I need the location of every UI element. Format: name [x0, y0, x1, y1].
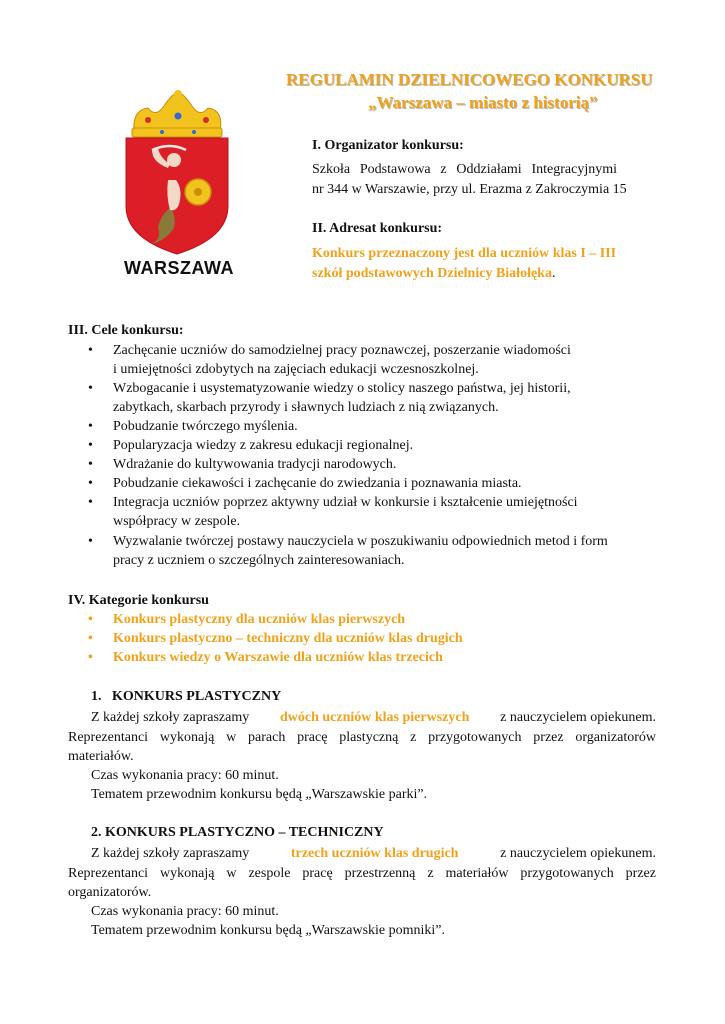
goal-item: Integracja uczniów poprzez aktywny udział w konkursie i kształcenie umiejętności [113, 495, 578, 510]
goal-bullet: • [88, 457, 93, 472]
contest-1-time: Czas wykonania pracy: 60 minut. [91, 768, 279, 783]
goal-item: współpracy w zespole. [113, 514, 241, 529]
goal-bullet: • [88, 534, 93, 549]
addressee-line-1: Konkurs przeznaczony jest dla uczniów klas I – III [312, 246, 617, 261]
goal-bullet: • [88, 438, 93, 453]
section-organizer-heading: I. Organizator konkursu: [312, 138, 464, 153]
goal-bullet: • [88, 419, 93, 434]
category-item: Konkurs plastyczny dla uczniów klas pierwszych [113, 612, 406, 627]
page-title: REGULAMIN DZIELNICOWEGO KONKURSU [286, 70, 653, 89]
goal-bullet: • [88, 495, 93, 510]
goal-item: Wdrażanie do kultywowania tradycji narodowych. [113, 457, 397, 472]
warsaw-coat-of-arms [112, 88, 242, 258]
addressee-line-2-text: szkół podstawowych Dzielnicy Białołęka [312, 266, 552, 281]
goal-item: Wyzwalanie twórczej postawy nauczyciela w poszukiwaniu odpowiednich metod i form [113, 534, 608, 549]
goal-item: Pobudzanie ciekawości i zachęcanie do zwiedzania i poznawania miasta. [113, 476, 522, 491]
goal-bullet: • [88, 381, 93, 396]
contest-2-invite-c: z nauczycielem opiekunem. [500, 846, 656, 861]
goal-item: pracy z uczniem o szczególnych zainteresowaniach. [113, 553, 405, 568]
goal-item: i umiejętności zdobytych na zajęciach edukacji wczesnoszkolnej. [113, 362, 479, 377]
contest-2-para-line-3: organizatorów. [68, 885, 152, 900]
contest-2-heading: 2. KONKURS PLASTYCZNO – TECHNICZNY [91, 825, 384, 840]
contest-1-para-line-2: Reprezentanci wykonają w parach pracę plastyczną z przygotowanych przez organizatorów [68, 730, 656, 745]
goal-bullet: • [88, 343, 93, 358]
contest-1-para-line-1 [91, 708, 656, 727]
contest-1-heading [91, 689, 281, 705]
contest-1-theme: Tematem przewodnim konkursu będą „Warszawskie parki”. [91, 787, 428, 802]
goal-item: Pobudzanie twórczego myślenia. [113, 419, 298, 434]
category-bullet: • [88, 650, 93, 665]
addressee-line-2-end: . [551, 266, 556, 281]
addressee-line-2 [312, 264, 555, 283]
goal-item: Popularyzacja wiedzy z zakresu edukacji regionalnej. [113, 438, 414, 453]
contest-1-title: KONKURS PLASTYCZNY [112, 689, 282, 704]
category-bullet: • [88, 612, 93, 627]
category-item: Konkurs wiedzy o Warszawie dla uczniów klas trzecich [113, 650, 443, 665]
category-bullet: • [88, 631, 93, 646]
contest-1-invite-highlight: dwóch uczniów klas pierwszych [279, 710, 470, 725]
logo-text: WARSZAWA [124, 258, 234, 278]
warsaw-crest-icon [112, 88, 242, 258]
contest-2-time: Czas wykonania pracy: 60 minut. [91, 904, 279, 919]
goal-item: Wzbogacanie i usystematyzowanie wiedzy o stolicy naszego państwa, jej historii, [113, 381, 571, 396]
contest-1-invite-a: Z każdej szkoły zapraszamy [91, 710, 250, 725]
section-goals-heading: III. Cele konkursu: [68, 323, 184, 338]
contest-2-theme: Tematem przewodnim konkursu będą „Warszawskie pomniki”. [91, 923, 446, 938]
section-addressee-heading: II. Adresat konkursu: [312, 221, 443, 236]
contest-2-para-line-1 [91, 844, 656, 863]
goal-bullet: • [88, 476, 93, 491]
category-item: Konkurs plastyczno – techniczny dla uczniów klas drugich [113, 631, 463, 646]
goal-item: Zachęcanie uczniów do samodzielnej pracy poznawczej, poszerzanie wiadomości [113, 343, 571, 358]
goal-item: zabytkach, skarbach przyrody i sławnych ludziach z nią związanych. [113, 400, 499, 415]
organizer-line-2: nr 344 w Warszawie, przy ul. Erazma z Zakroczymia 15 [312, 182, 627, 197]
contest-2-invite-a: Z każdej szkoły zapraszamy [91, 846, 250, 861]
contest-1-number: 1. [91, 689, 102, 704]
contest-1-invite-c: z nauczycielem opiekunem. [500, 710, 656, 725]
contest-2-para-line-2: Reprezentanci wykonają w zespole pracę przestrzenną z materiałów przygotowanych przez [68, 866, 656, 881]
contest-1-para-line-3: materiałów. [68, 749, 134, 764]
section-categories-heading: IV. Kategorie konkursu [68, 593, 209, 608]
organizer-line-1: Szkoła Podstawowa z Oddziałami Integracyjnymi [312, 162, 617, 177]
page-subtitle: „Warszawa – miasto z historią” [368, 93, 598, 112]
contest-2-invite-highlight: trzech uczniów klas drugich [290, 846, 459, 861]
